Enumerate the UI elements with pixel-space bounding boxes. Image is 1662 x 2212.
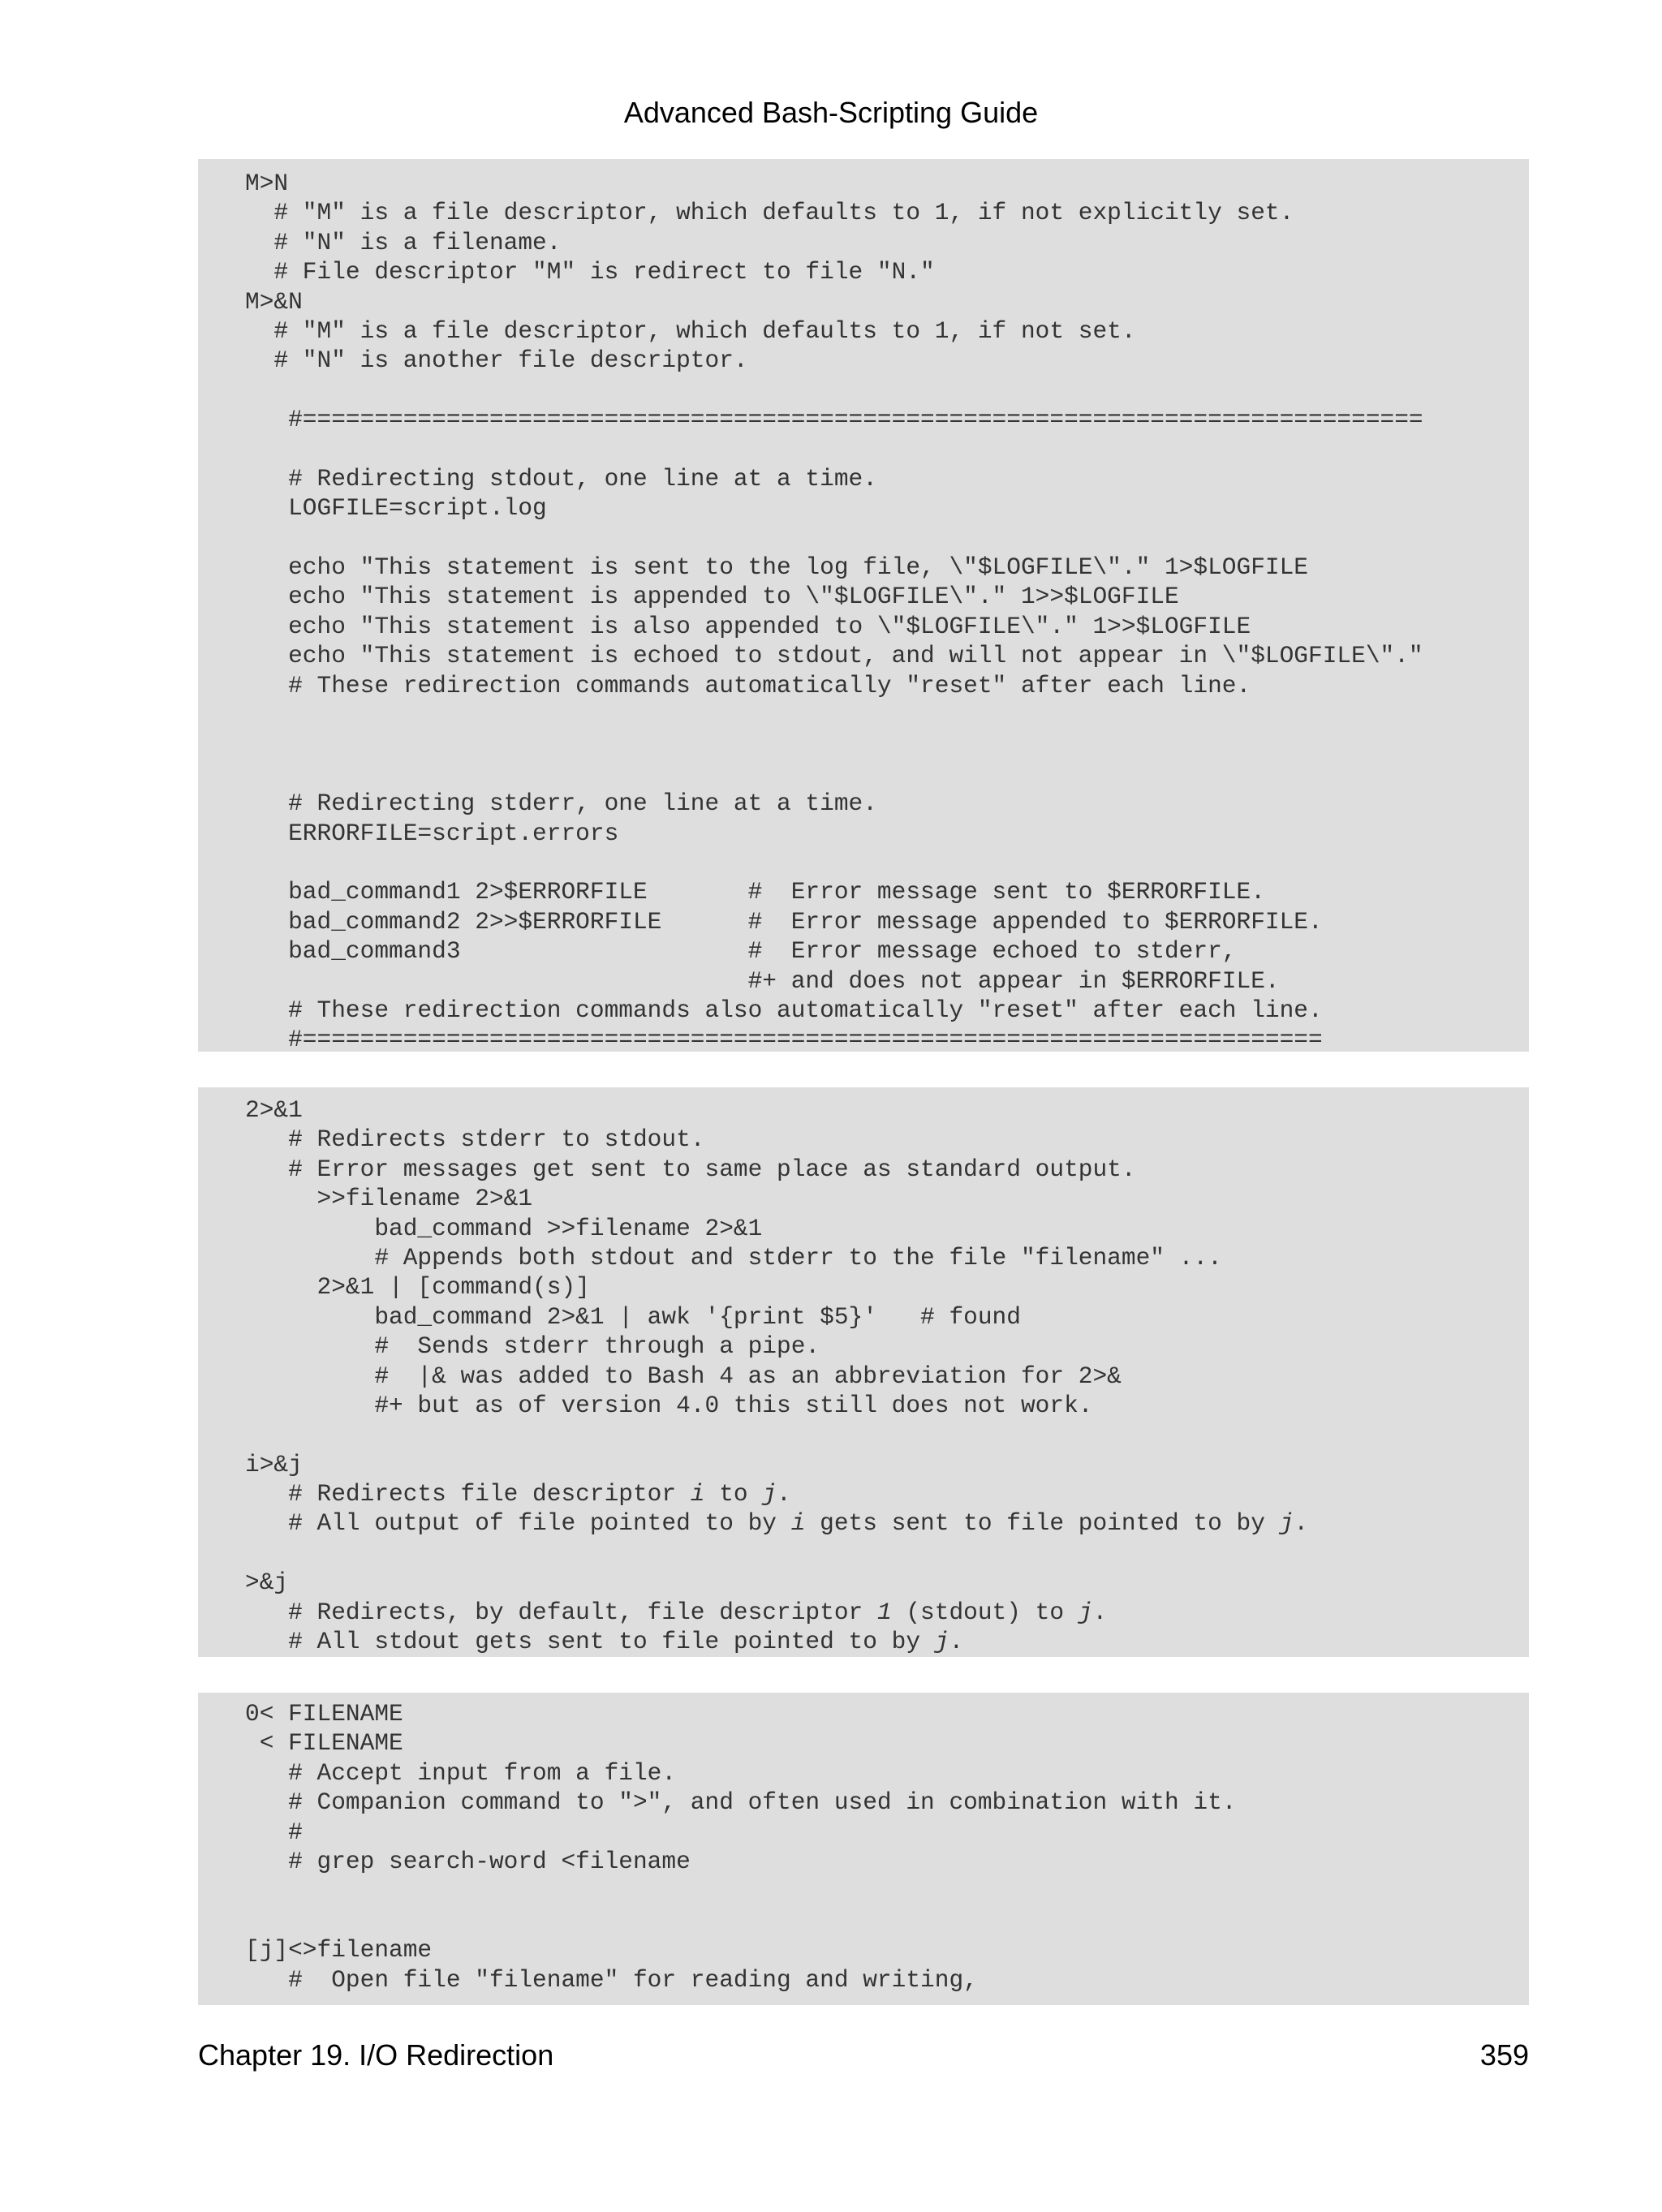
code-line xyxy=(245,760,1529,789)
code-line: # Redirects, by default, file descriptor 1 (stdout) to j. xyxy=(245,1598,1108,1626)
code-line: # Accept input from a file. xyxy=(245,1758,677,1787)
code-line: 2>&1 xyxy=(245,1096,303,1124)
code-line: bad_command >>filename 2>&1 xyxy=(245,1214,763,1242)
code-block-input-redirection xyxy=(198,1693,1529,2005)
code-line xyxy=(245,435,1529,464)
code-line: # Redirecting stderr, one line at a time. xyxy=(245,790,877,818)
replaceable-arg: j xyxy=(1078,1598,1093,1626)
code-line: # "M" is a file descriptor, which defaults to 1, if not set. xyxy=(245,316,1136,345)
code-line: < FILENAME xyxy=(245,1729,403,1758)
code-line: echo "This statement is echoed to stdout, and will not appear in \"$LOGFILE\"." xyxy=(245,642,1423,670)
code-line: # These redirection commands automatically "reset" after each line. xyxy=(245,671,1251,699)
code-line: M>N xyxy=(245,170,289,197)
code-line: # Redirecting stdout, one line at a time. xyxy=(245,464,877,493)
code-line: #+ and does not appear in $ERRORFILE. xyxy=(245,966,1280,995)
code-line: bad_command2 2>>$ERRORFILE # Error message appended to $ERRORFILE. xyxy=(245,907,1323,936)
replaceable-arg: j xyxy=(762,1480,777,1508)
code-line xyxy=(245,1876,1529,1905)
code-line: i>&j xyxy=(245,1450,303,1478)
code-line: echo "This statement is appended to \"$LOGFILE\"." 1>>$LOGFILE xyxy=(245,583,1179,611)
code-line xyxy=(245,1906,1529,1935)
code-line: # These redirection commands also automatically "reset" after each line. xyxy=(245,996,1323,1024)
code-line: # Companion command to ">", and often used in combination with it. xyxy=(245,1788,1237,1817)
replaceable-arg: j xyxy=(934,1628,949,1656)
code-block-fd-redirection xyxy=(198,159,1529,1052)
code-line: echo "This statement is also appended to \"$LOGFILE\"." 1>>$LOGFILE xyxy=(245,612,1251,640)
code-line: #============================================================================== xyxy=(245,406,1423,434)
code-line: 2>&1 | [command(s)] xyxy=(245,1273,590,1302)
code-line: # Redirects file descriptor i to j. xyxy=(245,1480,791,1508)
code-block-stderr-to-stdout xyxy=(198,1087,1529,1657)
replaceable-arg: j xyxy=(1279,1509,1294,1538)
code-line: M>&N xyxy=(245,287,303,316)
code-line: # "M" is a file descriptor, which defaults to 1, if not explicitly set. xyxy=(245,199,1294,227)
code-line: #+ but as of version 4.0 this still does not work. xyxy=(245,1391,1093,1419)
code-line: # Appends both stdout and stderr to the file "filename" ... xyxy=(245,1243,1222,1272)
code-line: # "N" is another file descriptor. xyxy=(245,346,748,375)
code-line: #======================================================================= xyxy=(245,1026,1323,1054)
code-line xyxy=(245,523,1529,553)
code-line: ERRORFILE=script.errors xyxy=(245,819,619,847)
code-line xyxy=(245,700,1529,729)
footer-page-number: 359 xyxy=(1479,2038,1529,2072)
code-line: >>filename 2>&1 xyxy=(245,1185,533,1213)
code-line: [j]<>filename xyxy=(245,1936,433,1965)
code-line: bad_command 2>&1 | awk '{print $5}' # found xyxy=(245,1302,1021,1331)
code-line: # grep search-word <filename xyxy=(245,1847,691,1875)
code-line: 0< FILENAME xyxy=(245,1700,403,1728)
code-line: # All stdout gets sent to file pointed to by j. xyxy=(245,1628,964,1656)
code-line: >&j xyxy=(245,1569,289,1597)
code-line xyxy=(245,729,1529,759)
code-line: # Redirects stderr to stdout. xyxy=(245,1125,705,1154)
footer-chapter-title: Chapter 19. I/O Redirection xyxy=(198,2038,554,2072)
code-line: # xyxy=(245,1818,303,1846)
replaceable-arg: 1 xyxy=(876,1598,892,1626)
code-line: # Error messages get sent to same place as standard output. xyxy=(245,1155,1136,1183)
code-line: bad_command1 2>$ERRORFILE # Error message sent to $ERRORFILE. xyxy=(245,878,1265,906)
code-line: # |& was added to Bash 4 as an abbreviation for 2>& xyxy=(245,1362,1122,1390)
code-line xyxy=(245,376,1529,405)
code-line: echo "This statement is sent to the log file, \"$LOGFILE\"." 1>$LOGFILE xyxy=(245,553,1309,582)
code-line: # "N" is a filename. xyxy=(245,228,562,256)
code-line: LOGFILE=script.log xyxy=(245,494,547,523)
code-line xyxy=(245,848,1529,877)
code-line xyxy=(245,1539,1529,1568)
code-line: # File descriptor "M" is redirect to file "N." xyxy=(245,258,935,286)
code-line: # Open file "filename" for reading and writing, xyxy=(245,1965,978,1994)
replaceable-arg: i xyxy=(790,1509,806,1538)
code-line xyxy=(245,1420,1529,1449)
code-line: # Sends stderr through a pipe. xyxy=(245,1332,820,1361)
code-line: bad_command3 # Error message echoed to stderr, xyxy=(245,937,1237,966)
replaceable-arg: i xyxy=(690,1480,705,1508)
code-line: # All output of file pointed to by i gets sent to file pointed to by j. xyxy=(245,1509,1309,1538)
page-header: Advanced Bash-Scripting Guide xyxy=(623,96,1039,129)
